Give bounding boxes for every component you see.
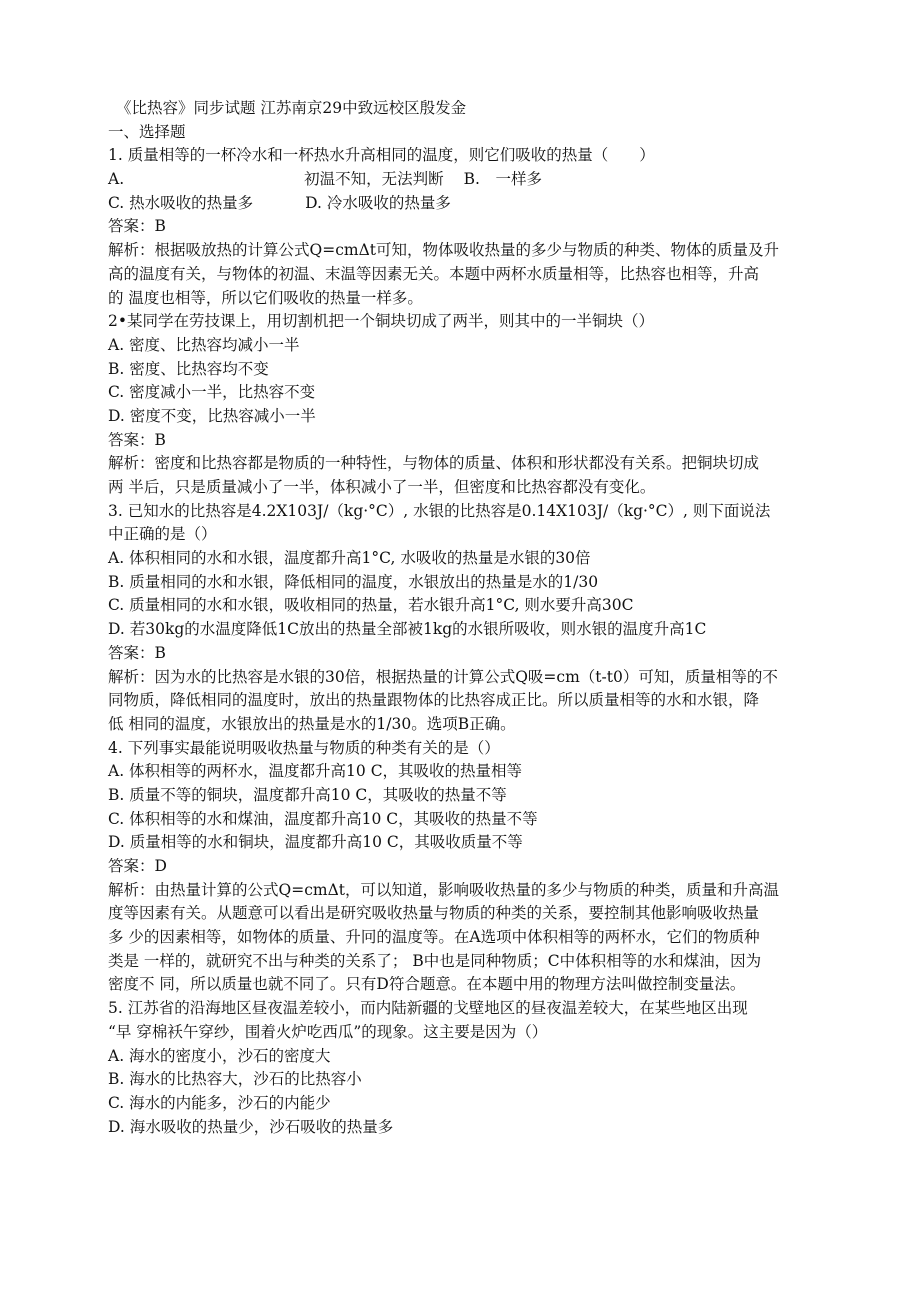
option-d: D. 质量相等的水和铜块，温度都升高10 C，其吸收质量不等 [108, 833, 523, 852]
answer: 答案：B [108, 643, 166, 662]
option-c: C. 质量相同的水和水银，吸收相同的热量，若水银升高1°C, 则水要升高30C [108, 596, 634, 615]
question-1 [108, 144, 828, 310]
option-b: B. 密度、比热容均不变 [108, 359, 269, 378]
option-b: B. 质量相同的水和水银，降低相同的温度，水银放出的热量是水的1/30 [108, 572, 599, 591]
analysis-line: 解析：由热量计算的公式Q=cmΔt，可以知道，影响吸收热量的多少与物质的种类，质量和升高温 [108, 880, 779, 899]
analysis-line: 的 温度也相等，所以它们吸收的热量一样多。 [108, 288, 423, 307]
option-d: D. 海水吸收的热量少，沙石吸收的热量多 [108, 1117, 394, 1136]
option-a: A. 密度、比热容均减小一半 [108, 335, 300, 354]
option-d: D. 冷水吸收的热量多 [305, 193, 451, 212]
document-page [108, 97, 828, 1139]
option-b: B. 海水的比热容大，沙石的比热容小 [108, 1070, 362, 1089]
analysis-line: 高的温度有关，与物体的初温、末温等因素无关。本题中两杯水质量相等，比热容也相等，升高 [108, 264, 760, 283]
document-title: 《比热容》同步试题 江苏南京29中致远校区殷发金 [116, 99, 467, 117]
analysis-line: 解析：因为水的比热容是水银的30倍，根据热量的计算公式Q吸=cm（t-t0）可知，质量相等的不 [108, 667, 778, 686]
analysis-line: 度等因素有关。从题意可以看出是研究吸收热量与物质的种类的关系，要控制其他影响吸收热量 [108, 904, 760, 923]
answer: 答案：B [108, 217, 166, 236]
question-3 [108, 500, 828, 737]
question-stem: 5. 江苏省的沿海地区昼夜温差较小，而内陆新疆的戈壁地区的昼夜温差较大，在某些地区出现 [108, 999, 748, 1018]
option-d: D. 密度不变，比热容减小一半 [108, 406, 316, 425]
option-c: C. 海水的内能多，沙石的内能少 [108, 1093, 331, 1112]
question-stem: 4. 下列事实最能说明吸收热量与物质的种类有关的是（） [108, 738, 500, 757]
question-5 [108, 997, 828, 1139]
question-4 [108, 737, 828, 998]
answer: 答案：B [108, 430, 166, 449]
analysis-line: 低 相同的温度，水银放出的热量是水的1/30。选项B正确。 [108, 714, 516, 733]
option-a: A. 海水的密度小，沙石的密度大 [108, 1046, 331, 1065]
answer: 答案：D [108, 857, 167, 875]
option-row [108, 168, 828, 192]
question-2 [108, 310, 828, 500]
analysis-line: 多 少的因素相等，如物体的质量、升冋的温度等。在A选项中体积相等的两杯水，它们的物质种 [108, 928, 760, 947]
question-stem: “早 穿棉袄午穿纱，围着火炉吃西瓜”的现象。这主要是因为（） [108, 1022, 548, 1041]
section-heading: 一、选择题 [108, 122, 186, 141]
option-row [108, 192, 828, 216]
analysis-line: 两 半后，只是质量减小了一半，体积减小了一半，但密度和比热容都没有变化。 [108, 478, 656, 496]
analysis-line: 同物质，降低相同的温度时，放出的热量跟物体的比热容成正比。所以质量相等的水和水银，降 [108, 691, 760, 710]
option-c: C. 热水吸收的热量多 [108, 193, 254, 212]
question-stem: 中正确的是（） [108, 525, 217, 544]
option-a: A. 体积相等的两杯水，温度都升高10 C，其吸收的热量相等 [108, 762, 523, 781]
option-a-label: A. [108, 170, 125, 189]
question-stem: 2•某同学在劳技课上，用切割机把一个铜块切成了两半，则其中的一半铜块（） [108, 312, 655, 331]
analysis-line: 类是 一样的，就研究不出与种类的关系了； B中也是同种物质；C中体积相等的水和煤油，因为 [108, 951, 762, 970]
option-c: C. 密度减小一半，比热容不变 [108, 383, 316, 402]
option-a-text: 初温不知，无法判断 [304, 170, 444, 189]
analysis-line: 密度不 同，所以质量也就不同了。只有D符合题意。在本题中用的物理方法叫做控制变量法。 [108, 975, 746, 994]
question-stem: 3. 已知水的比热容是4.2X103J/（kg·°C）, 水银的比热容是0.14X103J/（kg·°C）, 则下面说法 [108, 501, 771, 520]
analysis-line: 解析：密度和比热容都是物质的一种特性，与物体的质量、体积和形状都没有关系。把铜块切成 [108, 454, 760, 473]
question-stem: 1. 质量相等的一杯冷水和一杯热水升高相同的温度，则它们吸收的热量（ ） [108, 146, 655, 165]
option-c: C. 体积相等的水和煤油，温度都升高10 C，其吸收的热量不等 [108, 809, 538, 828]
option-b: B. 一样多 [463, 170, 542, 189]
option-b: B. 质量不等的铜块，温度都升高10 C，其吸收的热量不等 [108, 785, 507, 804]
option-a: A. 体积相同的水和水银，温度都升高1°C, 水吸收的热量是水银的30倍 [108, 549, 591, 568]
option-d: D. 若30kg的水温度降低1C放出的热量全部被1kg的水银所吸收，则水银的温度升高1C [108, 620, 707, 639]
analysis-line: 解析：根据吸放热的计算公式Q=cmΔt可知，物体吸收热量的多少与物质的种类、物体的质量及升 [108, 241, 779, 260]
